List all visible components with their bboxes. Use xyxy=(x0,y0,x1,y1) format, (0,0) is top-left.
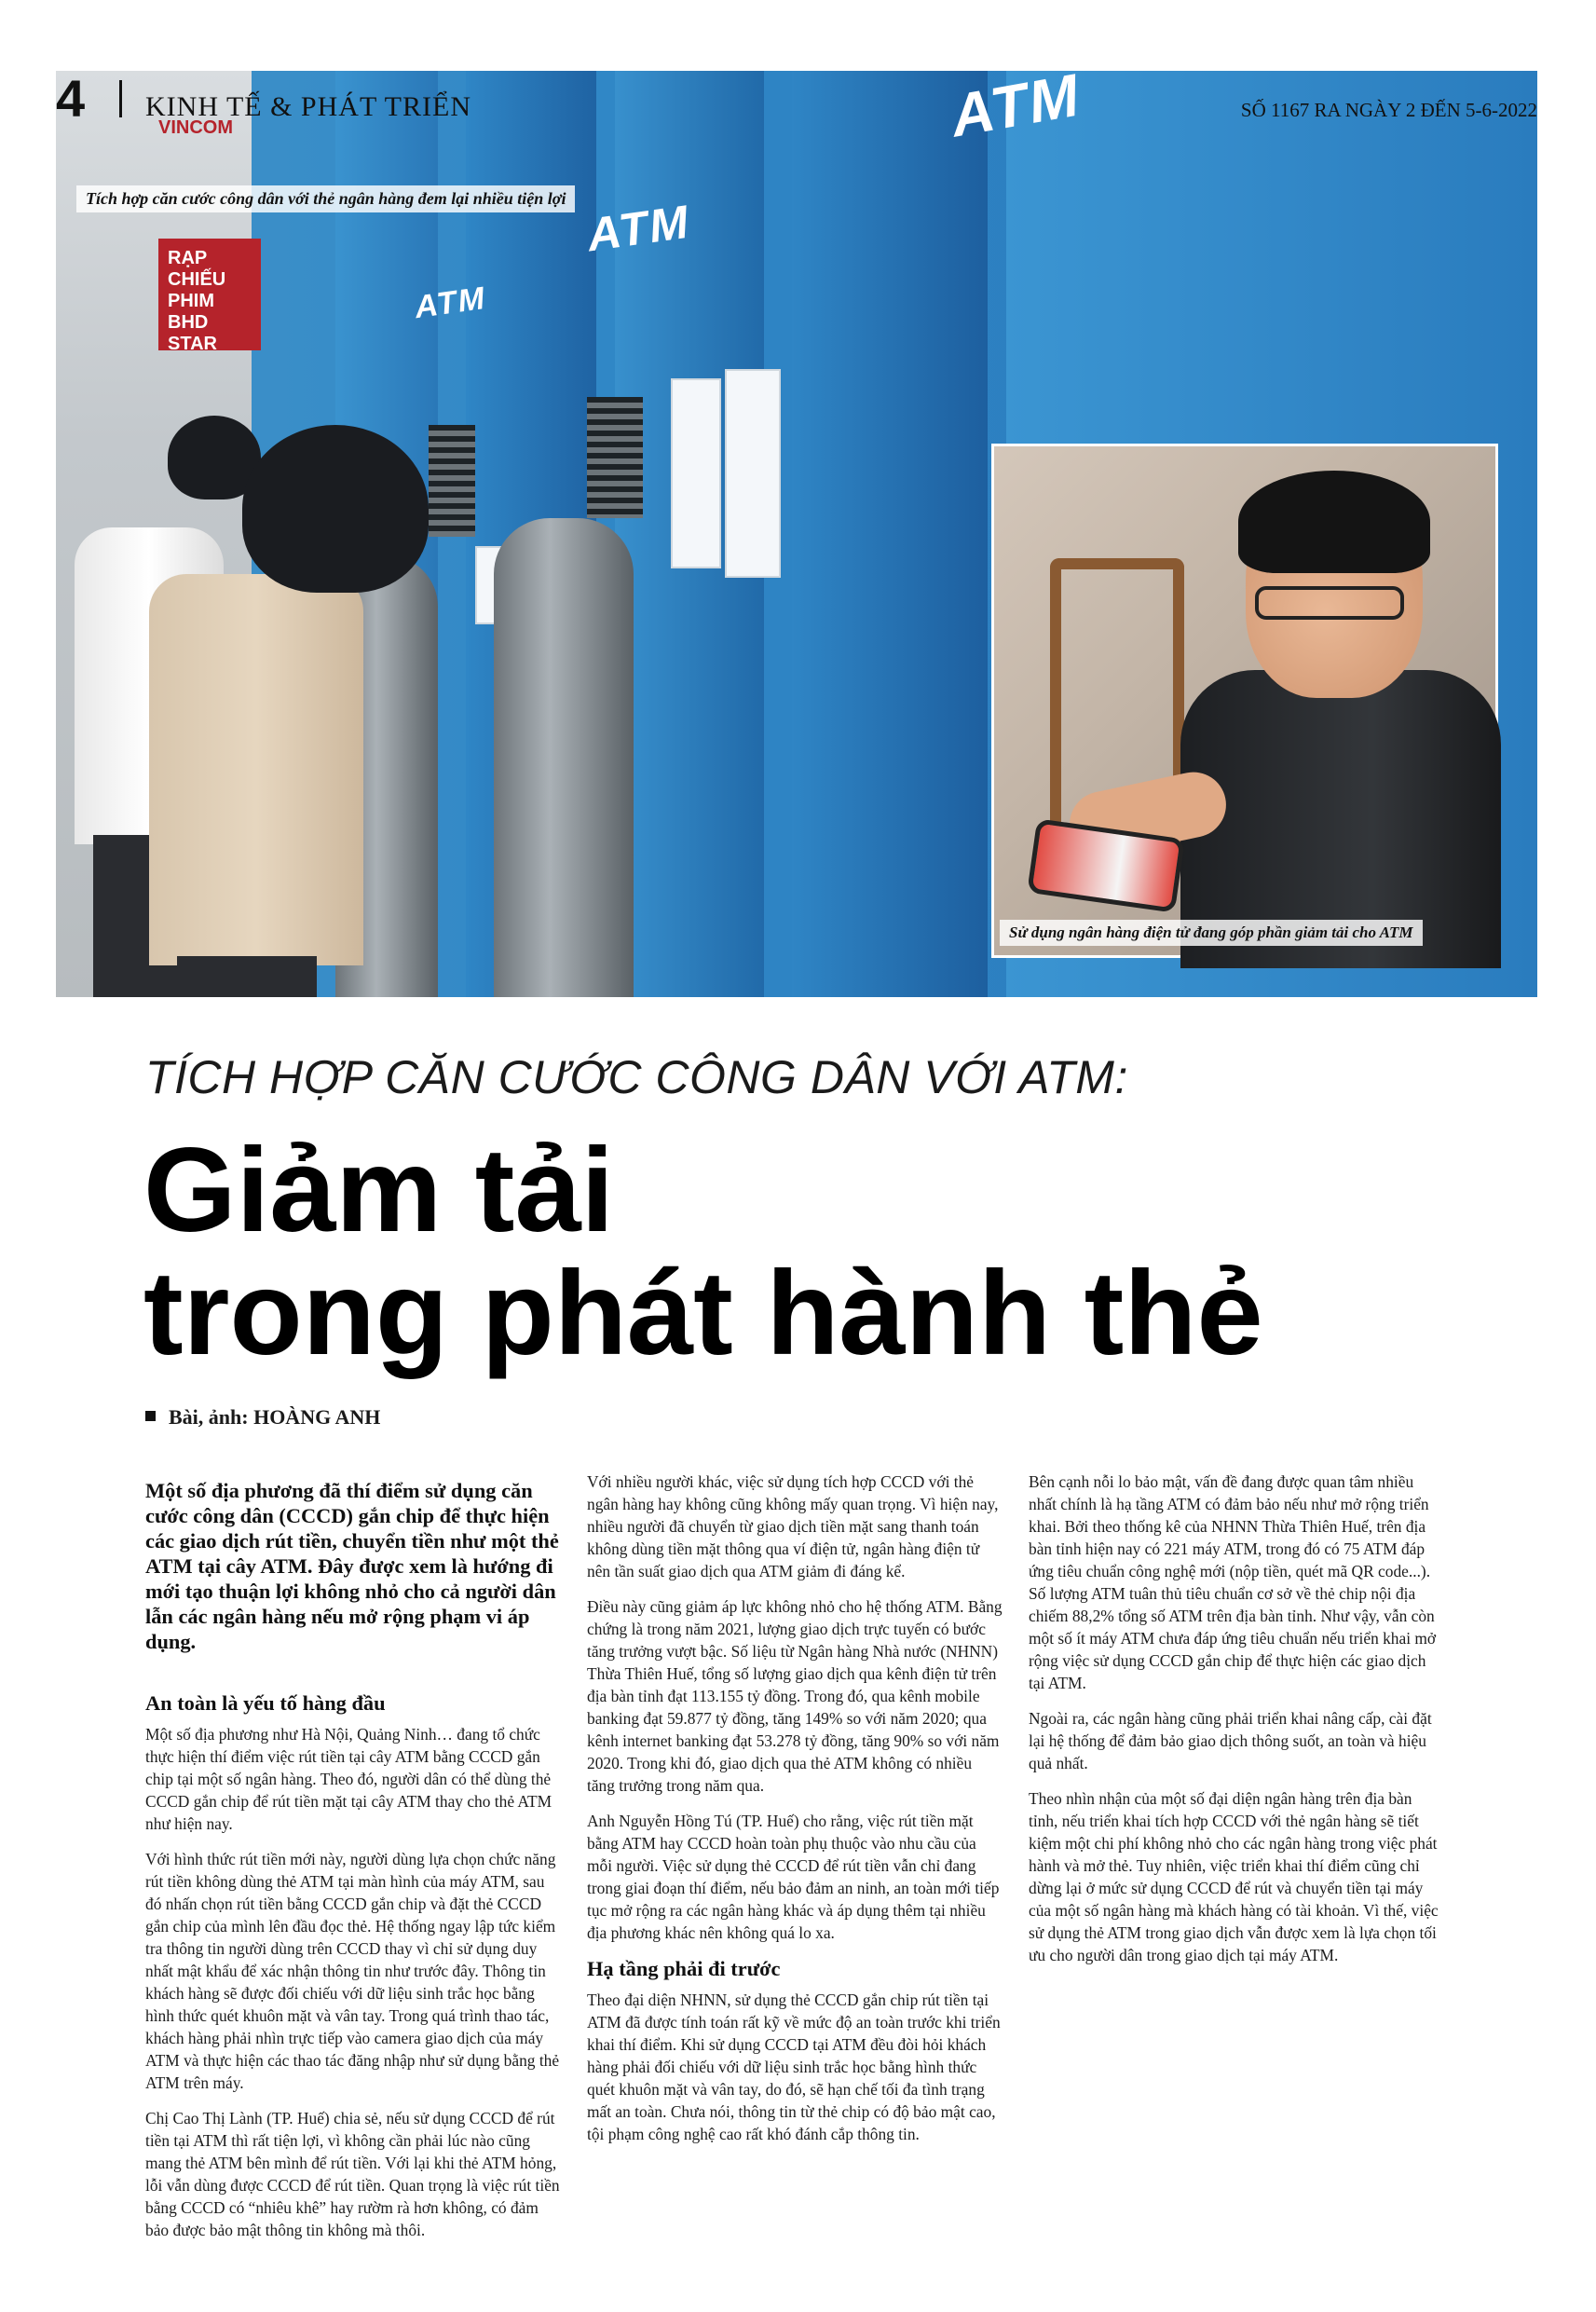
column-2 xyxy=(587,1471,1003,2143)
headline xyxy=(143,1124,1504,1380)
lead-paragraph: Một số địa phương đã thí điểm sử dụng căn cước công dân (CCCD) gắn chip để thực hiện các giao dịch rút tiền, chuyển tiền như một thẻ ATM tại cây ATM. Đây được xem là hướng đi mới tạo thuận lợi không nhỏ cho cả người dân lẫn các ngân hàng nếu mở rộng phạm vi áp dụng. xyxy=(145,1479,559,1653)
byline-text: Bài, ảnh: HOÀNG ANH xyxy=(169,1405,381,1429)
paragraph: Anh Nguyễn Hồng Tú (TP. Huế) cho rằng, việc rút tiền mặt bằng ATM hay CCCD hoàn toàn phụ thuộc vào nhu cầu của mỗi người. Việc sử dụng thẻ CCCD để rút tiền vẫn chỉ đang trong giai đoạn thí điểm, nếu bảo đảm an ninh, an toàn mới tiếp tục mở rộng ra các ngân hàng khác và áp dụng thêm tại nhiều địa phương khác nên không quá lo xa. xyxy=(587,1812,1000,1942)
inset-photo-caption: Sử dụng ngân hàng điện tử đang góp phần giảm tải cho ATM xyxy=(1000,920,1423,946)
headline-line: trong phát hành thẻ xyxy=(143,1247,1263,1380)
vent xyxy=(587,397,643,518)
poster xyxy=(725,369,781,578)
paragraph: Chị Cao Thị Lành (TP. Huế) chia sẻ, nếu sử dụng CCCD để rút tiền tại ATM thì rất tiện lợi, vì không cần phải lúc nào cũng mang thẻ ATM bên mình để rút tiền. Với lại khi thẻ ATM hỏng, lỗi vẫn dùng được CCCD để rút tiền. Quan trọng là việc rút tiền bằng CCCD có “nhiêu khê” hay rườm rà hơn không, có đảm bảo được bảo mật thông tin không mà thôi. xyxy=(145,2109,560,2239)
column-1 xyxy=(145,1471,561,2239)
vent xyxy=(429,425,475,537)
bullet-square xyxy=(145,1411,156,1421)
inset-photo xyxy=(991,444,1498,958)
person-beige-jacket xyxy=(149,574,363,965)
header-divider xyxy=(119,80,122,117)
paragraph: Ngoài ra, các ngân hàng cũng phải triển khai nâng cấp, cài đặt lại hệ thống để đảm bảo giao dịch thông suốt, an toàn và hiệu quả nhất. xyxy=(1029,1709,1432,1772)
page-number: 4 xyxy=(56,69,86,128)
byline xyxy=(145,1405,380,1430)
paragraph: Điều này cũng giảm áp lực không nhỏ cho hệ thống ATM. Bằng chứng là trong năm 2021, lượng giao dịch trực tuyến có bước tăng trưởng vượt bậc. Số liệu từ Ngân hàng Nhà nước (NHNN) Thừa Thiên Huế, tổng số lượng giao dịch qua kênh điện tử trên địa bàn tỉnh đạt 113.155 tỷ đồng. Trong đó, qua kênh mobile banking đạt 59.877 tỷ đồng, tăng 149% so với năm 2020; qua kênh internet banking đạt 53.278 tỷ đồng, tăng 90% so với năm 2020. Trong khi đó, giao dịch qua thẻ ATM không có nhiều tăng trưởng trong năm qua. xyxy=(587,1597,1003,1795)
helmet xyxy=(242,425,429,593)
atm-sign: ATM xyxy=(945,61,1086,150)
person-pants xyxy=(177,956,317,997)
glasses xyxy=(1255,586,1404,620)
man-hair xyxy=(1238,471,1430,573)
issue-info: SỐ 1167 RA NGÀY 2 ĐẾN 5-6-2022 xyxy=(1240,99,1537,121)
shop-sign: RẠP CHIẾU PHIM BHD STAR xyxy=(158,239,261,350)
subheading: An toàn là yếu tố hàng đầu xyxy=(145,1691,386,1715)
atm-sign: ATM xyxy=(412,280,489,326)
paragraph: Với nhiều người khác, việc sử dụng tích hợp CCCD với thẻ ngân hàng hay không cũng không mấy quan trọng. Vì hiện nay, nhiều người đã chuyển từ giao dịch tiền mặt sang thanh toán không dùng tiền mặt thông qua ví điện tử, ngân hàng điện tử nên tần suất giao dịch qua ATM giảm đi đáng kể. xyxy=(587,1472,999,1580)
subheading: Hạ tầng phải đi trước xyxy=(587,1957,781,1980)
main-photo-caption: Tích hợp căn cước công dân với thẻ ngân hàng đem lại nhiều tiện lợi xyxy=(76,185,575,212)
atm-sign: ATM xyxy=(583,195,693,262)
atm-panel xyxy=(792,71,988,997)
headline-line: Giảm tải xyxy=(143,1124,615,1257)
column-3 xyxy=(1029,1471,1444,1979)
paragraph: Theo nhìn nhận của một số đại diện ngân hàng trên địa bàn tỉnh, nếu triển khai tích hợp CCCD với thẻ ngân hàng sẽ tiết kiệm một chi phí không nhỏ cho các ngân hàng trong việc phát hành và mở thẻ. Tuy nhiên, việc triển khai thí điểm cũng chỉ dừng lại ở mức sử dụng CCCD để rút và chuyển tiền tại máy của một số ngân hàng mà khách hàng có tài khoản. Vì thế, việc sử dụng thẻ ATM trong giao dịch vẫn được xem là lựa chọn tối ưu cho người dân trong giao dịch tại máy ATM. xyxy=(1029,1789,1439,1964)
headline-kicker: TÍCH HỢP CĂN CƯỚC CÔNG DÂN VỚI ATM: xyxy=(145,1051,1128,1103)
section-title: KINH TẾ & PHÁT TRIỂN xyxy=(145,91,471,122)
atm-machine xyxy=(494,518,634,997)
paragraph: Bên cạnh nỗi lo bảo mật, vấn đề đang được quan tâm nhiều nhất chính là hạ tầng ATM có đảm bảo nếu như mở rộng triển khai. Bởi theo thống kê của NHNN Thừa Thiên Huế, trên địa bàn tỉnh hiện nay có 221 máy ATM, trong đó có 75 ATM đáp ứng tiêu chuẩn công nghệ mới (nộp tiền, quét mã QR code...). Số lượng ATM tuân thủ tiêu chuẩn cơ sở về thẻ chip nội địa chiếm 88,2% tổng số ATM trên địa bàn tỉnh. Như vậy, vẫn còn một số ít máy ATM chưa đáp ứng tiêu chuẩn nếu triển khai mở rộng việc sử dụng CCCD gắn chip để thực hiện các giao dịch tại ATM. xyxy=(1029,1472,1437,1692)
vincom-sign: VINCOM xyxy=(158,117,233,138)
poster xyxy=(671,378,721,568)
paragraph: Với hình thức rút tiền mới này, người dùng lựa chọn chức năng rút tiền không dùng thẻ ATM tại màn hình của máy ATM, sau đó nhấn chọn rút tiền bằng CCCD gắn chip và đặt thẻ CCCD gắn chip của mình lên đầu đọc thẻ. Hệ thống ngay lập tức kiểm tra thông tin người dùng trên CCCD thay vì chỉ sử dụng duy nhất mật khẩu để xác nhận thông tin như trước đây. Thông tin khách hàng sẽ được đối chiếu với dữ liệu sinh trắc học bằng hình thức quét khuôn mặt và vân tay. Trong quá trình thao tác, khách hàng phải nhìn trực tiếp vào camera giao dịch của máy ATM và thực hiện các thao tác đăng nhập như sử dụng bằng thẻ ATM trên máy. xyxy=(145,1850,560,2092)
paragraph: Một số địa phương như Hà Nội, Quảng Ninh… đang tổ chức thực hiện thí điểm việc rút tiền tại cây ATM bằng CCCD gắn chip tại một số ngân hàng. Theo đó, người dân có thể dùng thẻ CCCD gắn chip để rút tiền mặt tại cây ATM thay cho thẻ ATM như hiện nay. xyxy=(145,1725,552,1833)
paragraph: Theo đại diện NHNN, sử dụng thẻ CCCD gắn chip rút tiền tại ATM đã được tính toán rất kỹ về mức độ an toàn trước khi triển khai thí điểm. Khi sử dụng CCCD tại ATM đều đòi hỏi khách hàng phải đối chiếu với dữ liệu sinh trắc học bằng hình thức quét khuôn mặt và vân tay, do đó, sẽ hạn chế tối đa tình trạng mất an toàn. Chưa nói, thông tin từ thẻ chip có độ bảo mật cao, tội phạm công nghệ cao rất khó đánh cắp thông tin. xyxy=(587,1991,1001,2143)
